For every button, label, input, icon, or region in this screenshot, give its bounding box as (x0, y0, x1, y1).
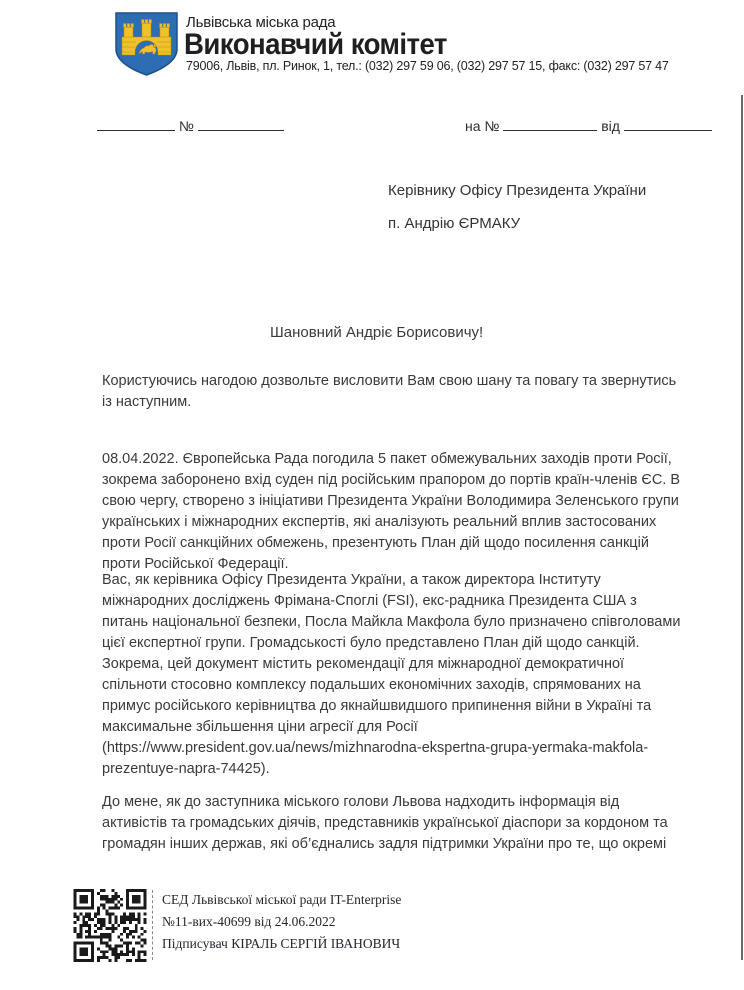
na-number-label: на № (465, 118, 500, 134)
scan-edge-artifact (741, 95, 743, 960)
addressee-name: п. Андрію ЄРМАКУ (388, 215, 521, 232)
edoc-number-date: №11-вих-40699 від 24.06.2022 (162, 914, 336, 929)
incoming-number-blank-group (465, 116, 712, 134)
addressee-block (388, 174, 646, 240)
paragraph-sanctions-package: 08.04.2022. Європейська Рада погодила 5 пакет обмежувальних заходів проти Росії, зокрема заборонено вхід суден під російським прапором до портів країн-членів ЄС. В свою чергу, створено з ініціативи Президента України Володимира Зеленського групи українських і міжнародних експертів, які аналізують реальний вплив застосованих проти Росії санкційних обмежень, презентують План дій щодо посилення санкцій проти Російської Федерації. (102, 451, 681, 572)
outgoing-number-blank-group (97, 116, 284, 134)
edoc-system: СЕД Львівської міської ради IT-Enterprise (162, 892, 402, 907)
incoming-number-blank-line (503, 116, 597, 131)
org-name: Львівська міська рада (186, 14, 336, 31)
addressee-position: Керівнику Офісу Президента України (388, 182, 647, 199)
salutation: Шановний Андріє Борисовичу! (270, 324, 484, 341)
paragraph-expert-group: Вас, як керівника Офісу Президента України, а також директора Інституту міжнародних досліджень Фрімана-Споглі (FSI), екс-радника Президента США з питань національної безпеки, Посла Майкла Макфола було призначено співголовами цієї експертної групи. Громадськості було представлено План дій щодо санкцій. Зокрема, цей документ містить рекомендації для міжнародної демократичної спільноти стосовно комплексу подальших економічних заходів, спрямованих на примус російського керівництва до якнайшвидшого припинення війни в Україні та максимальне збільшення ціни агресії для Росії (https://www.president.gov.ua/news/mizhnarodna-ekspertna-grupa-yermaka-makfola-prezentuye-napra-74425). (102, 572, 681, 777)
date-blank-line (97, 116, 175, 131)
number-blank-line (198, 116, 284, 131)
edoc-stamp (162, 889, 401, 955)
org-committee-title: Виконавчий комітет (184, 28, 447, 61)
lviv-coat-of-arms-icon (113, 10, 180, 78)
qr-code-icon (72, 889, 148, 962)
paragraph-diaspora: До мене, як до заступника міського голови Львова надходить інформація від активістів та громадських діячів, представників української діаспори за кордоном та громадян інших держав, які об’єднались задля підтримки України про те, що окремі (102, 794, 668, 852)
reference-line (0, 116, 744, 138)
org-address: 79006, Львів, пл. Ринок, 1, тел.: (032) 297 59 06, (032) 297 57 15, факс: (032) 297 57 47 (186, 59, 669, 73)
stamp-divider (152, 890, 153, 960)
paragraph-intro: Користуючись нагодою дозвольте висловити Вам свою шану та повагу та звернутись із наступним. (102, 373, 677, 410)
number-sign-label: № (178, 118, 194, 134)
edoc-signer: Підписувач КІРАЛЬ СЕРГІЙ ІВАНОВИЧ (162, 936, 401, 951)
incoming-date-blank-line (624, 116, 712, 131)
vid-label: від (601, 118, 620, 134)
